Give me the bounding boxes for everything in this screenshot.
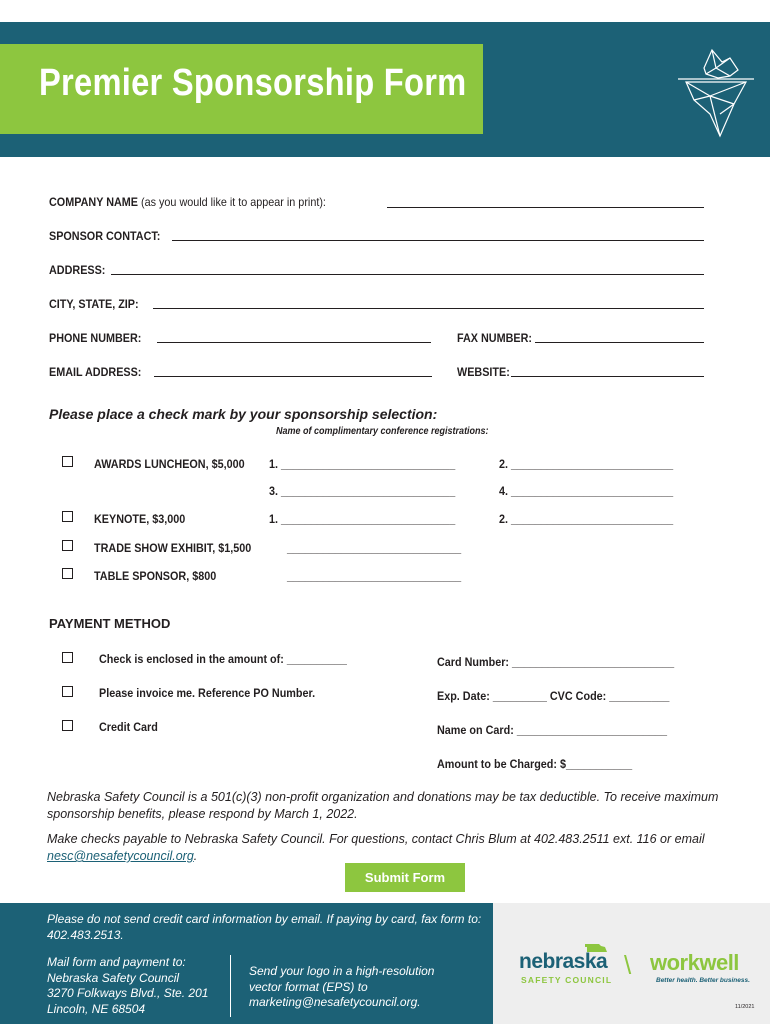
keynote-label: KEYNOTE, $3,000 <box>94 512 186 526</box>
table-sponsor-label: TABLE SPONSOR, $800 <box>94 569 217 583</box>
submit-form-button[interactable]: Submit Form <box>345 863 465 892</box>
keynote-registration-1[interactable]: 1. _____________________________ <box>269 512 456 526</box>
credit-card-label: Credit Card <box>99 720 158 734</box>
trade-show-registration[interactable]: _____________________________ <box>287 541 462 555</box>
form-date: 11/2021 <box>735 1004 755 1010</box>
safety-council-logo-text: SAFETY COUNCIL <box>521 975 613 985</box>
name-on-card-label: Name on Card: _________________________ <box>437 723 667 737</box>
logo-instructions: Send your logo in a high-resolution vector format (EPS) to marketing@nesafetycouncil.org. <box>249 964 435 1009</box>
tax-note: Nebraska Safety Council is a 501(c)(3) non-profit organization and donations may be tax deductible. To receive maximum sponsorship benefits, please respond by March 1, 2022. <box>47 790 719 821</box>
payment-method-heading: PAYMENT METHOD <box>49 616 171 631</box>
workwell-tagline: Better health. Better business. <box>656 977 750 984</box>
payable-note: Make checks payable to Nebraska Safety Council. For questions, contact Chris Blum at 402.483.2511 ext. 116 or email nesc@nesafetycouncil.org. <box>47 832 705 863</box>
email-link[interactable]: nesc@nesafetycouncil.org <box>47 849 194 863</box>
sponsorship-heading: Please place a check mark by your sponsorship selection: <box>49 406 438 422</box>
amount-charged-label: Amount to be Charged: $___________ <box>437 757 633 771</box>
trade-show-checkbox[interactable] <box>62 540 73 551</box>
card-warning: Please do not send credit card information by email. If paying by card, fax form to: 402.483.2513. <box>47 912 482 942</box>
address-label: ADDRESS: <box>49 263 106 277</box>
address-field[interactable] <box>111 274 704 275</box>
iceberg-icon <box>676 44 756 140</box>
logo-separator-icon: \ <box>624 950 632 980</box>
fax-field[interactable] <box>535 342 704 343</box>
awards-registration-4[interactable]: 4. ___________________________ <box>499 484 674 498</box>
credit-card-checkbox[interactable] <box>62 720 73 731</box>
company-name-field[interactable] <box>387 207 704 208</box>
awards-luncheon-checkbox[interactable] <box>62 456 73 467</box>
registrations-subheading: Name of complimentary conference registrations: <box>276 426 489 437</box>
nebraska-logo-text: nebraska <box>519 950 608 973</box>
check-enclosed-checkbox[interactable] <box>62 652 73 663</box>
table-sponsor-checkbox[interactable] <box>62 568 73 579</box>
trade-show-label: TRADE SHOW EXHIBIT, $1,500 <box>94 541 252 555</box>
keynote-checkbox[interactable] <box>62 511 73 522</box>
table-sponsor-registration[interactable]: _____________________________ <box>287 569 462 583</box>
footer-divider <box>230 955 231 1017</box>
mail-address: Mail form and payment to: Nebraska Safety Council 3270 Folkways Blvd., Ste. 201 Lincoln, NE 68504 <box>47 955 209 1016</box>
city-state-zip-field[interactable] <box>153 308 704 309</box>
workwell-logo-text: workwell <box>650 950 739 975</box>
city-state-zip-label: CITY, STATE, ZIP: <box>49 297 139 311</box>
phone-field[interactable] <box>157 342 431 343</box>
website-field[interactable] <box>511 376 704 377</box>
website-label: WEBSITE: <box>457 365 510 379</box>
card-number-label: Card Number: ___________________________ <box>437 655 675 669</box>
awards-registration-3[interactable]: 3. _____________________________ <box>269 484 456 498</box>
email-label: EMAIL ADDRESS: <box>49 365 142 379</box>
fax-label: FAX NUMBER: <box>457 331 533 345</box>
exp-cvc-label: Exp. Date: _________ CVC Code: __________ <box>437 689 670 703</box>
phone-label: PHONE NUMBER: <box>49 331 142 345</box>
email-field[interactable] <box>154 376 432 377</box>
invoice-checkbox[interactable] <box>62 686 73 697</box>
page-title: Premier Sponsorship Form <box>39 62 467 104</box>
check-enclosed-label: Check is enclosed in the amount of: __________ <box>99 652 347 666</box>
sponsor-contact-label: SPONSOR CONTACT: <box>49 229 161 243</box>
sponsor-contact-field[interactable] <box>172 240 704 241</box>
invoice-label: Please invoice me. Reference PO Number. <box>99 686 316 700</box>
company-name-label: COMPANY NAME (as you would like it to appear in print): <box>49 195 326 209</box>
awards-registration-1[interactable]: 1. _____________________________ <box>269 457 456 471</box>
keynote-registration-2[interactable]: 2. ___________________________ <box>499 512 674 526</box>
awards-luncheon-label: AWARDS LUNCHEON, $5,000 <box>94 457 245 471</box>
awards-registration-2[interactable]: 2. ___________________________ <box>499 457 674 471</box>
